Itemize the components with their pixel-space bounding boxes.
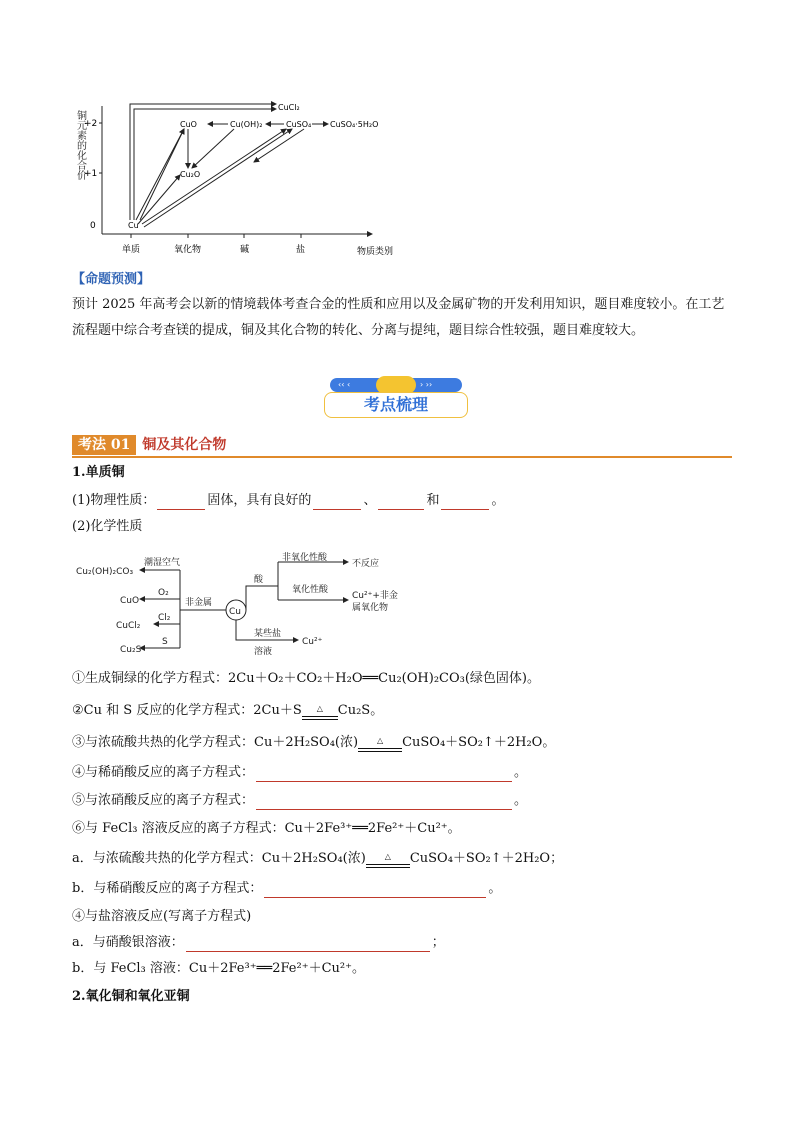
section-title: 铜及其化合物 [142, 437, 227, 453]
reaction-diagram [72, 548, 432, 660]
section-heading [72, 434, 232, 454]
reagent-o2: O₂ [158, 588, 169, 598]
salt-bottom: 溶液 [254, 647, 273, 657]
sub1-title: 1.单质铜 [72, 465, 125, 480]
eq-b1: b．与稀硝酸反应的离子方程式： 。 [72, 881, 502, 896]
node-cu2o: Cu₂O [180, 170, 201, 179]
eq-a1: a．与浓硫酸共热的化学方程式：Cu＋2H₂SO₄(浓) △ CuSO₄＋SO₂↑＋2H₂O； [72, 851, 564, 866]
eq-b2: b．与 FeCl₃ 溶液：Cu＋2Fe³⁺══2Fe²⁺＋Cu²⁺。 [72, 961, 365, 976]
xtick-category: 物质类别 [357, 247, 394, 257]
acid-ox: 氧化性酸 [292, 585, 329, 595]
blank-state[interactable] [157, 495, 205, 510]
blank-property-2[interactable] [378, 495, 424, 510]
center-cu: Cu [229, 607, 241, 617]
eq-7-title: ④与盐溶液反应(写离子方程式) [72, 909, 252, 924]
acid-ox-result-2: 属氧化物 [352, 603, 389, 613]
blank-eq-b1[interactable] [264, 883, 486, 898]
ytick-plus2: +2 [84, 119, 98, 129]
node-cuoh2: Cu(OH)₂ [230, 120, 263, 129]
eq-6: ⑥与 FeCl₃ 溶液反应的离子方程式：Cu＋2Fe³⁺══2Fe²⁺＋Cu²⁺。 [72, 821, 461, 836]
sub2-title: 2.氧化铜和氧化亚铜 [72, 989, 190, 1004]
blank-eq-5[interactable] [256, 795, 512, 810]
ytick-zero: 0 [90, 221, 96, 231]
svg-text:铜元素的化合价: 铜元素的化合价 [74, 110, 86, 180]
node-cu: Cu [128, 221, 139, 230]
branch-acid: 酸 [254, 575, 264, 585]
reagent-cl2: Cl₂ [158, 613, 171, 623]
blank-property-3[interactable] [441, 495, 489, 510]
chevrons-right-icon: › ›› [420, 380, 433, 389]
blank-eq-a2[interactable] [186, 937, 430, 952]
banner [324, 376, 468, 418]
ytick-plus1: +1 [84, 169, 98, 179]
branch-nonmetal: 非金属 [185, 598, 213, 608]
physical-properties: (1)物理性质： 固体，具有良好的 、 和 。 [72, 493, 505, 508]
valence-chart [72, 96, 402, 260]
section-label: 考法 01 [72, 435, 136, 455]
left-item-malachite: Cu₂(OH)₂CO₃ [76, 567, 134, 577]
left-item-cu2s: Cu₂S [120, 645, 142, 655]
prediction-heading: 【命题预测】 [72, 272, 151, 287]
heat-arrow: △ [358, 740, 402, 752]
xtick-salt: 盐 [296, 245, 306, 255]
left-item-cucl2: CuCl₂ [116, 621, 141, 631]
eq-a2: a．与硝酸银溶液： ； [72, 935, 445, 950]
xtick-element: 单质 [122, 245, 141, 255]
banner-label: 考点梳理 [324, 392, 468, 418]
chemical-properties-title: (2)化学性质 [72, 519, 143, 534]
xtick-base: 碱 [240, 245, 250, 255]
chevrons-left-icon: ‹‹ ‹ [338, 380, 351, 389]
heat-arrow: △ [366, 856, 410, 868]
eq-2: ②Cu 和 S 反应的化学方程式：2Cu＋S △ Cu₂S。 [72, 703, 384, 718]
salt-top: 某些盐 [254, 629, 282, 639]
blank-property-1[interactable] [313, 495, 361, 510]
node-cucl2: CuCl₂ [278, 103, 300, 112]
eq-5: ⑤与浓硝酸反应的离子方程式： 。 [72, 793, 528, 808]
node-cuo: CuO [180, 120, 197, 129]
prediction-text: 预计 2025 年高考会以新的情境载体考查合金的性质和应用以及金属矿物的开发利用知识，题目难度较小。在工艺流程题中综合考查镁的提成，铜及其化合物的转化、分离与提纯，题目综合性较强，题目难度较大。 [72, 297, 725, 338]
blank-eq-4[interactable] [256, 767, 512, 782]
node-cuso4: CuSO₄ [286, 120, 312, 129]
reagent-humid-air: 潮湿空气 [144, 558, 181, 568]
left-item-cuo: CuO [120, 596, 140, 606]
acid-ox-result-1: Cu²⁺+非金 [352, 591, 398, 601]
heat-arrow: △ [302, 708, 338, 720]
eq-1: ①生成铜绿的化学方程式：2Cu＋O₂＋CO₂＋H₂O══Cu₂(OH)₂CO₃(绿色固体)。 [72, 671, 540, 686]
xtick-oxide: 氧化物 [174, 245, 202, 255]
eq-3: ③与浓硫酸共热的化学方程式：Cu＋2H₂SO₄(浓) △ CuSO₄＋SO₂↑＋2H₂O。 [72, 735, 556, 750]
acid-nonox: 非氧化性酸 [282, 553, 328, 563]
acid-nonox-result: 不反应 [352, 559, 380, 569]
reagent-s: S [162, 637, 168, 647]
node-cuso4-5h2o: CuSO₄·5H₂O [330, 120, 379, 129]
eq-4: ④与稀硝酸反应的离子方程式： 。 [72, 765, 528, 780]
salt-result: Cu²⁺ [302, 637, 323, 647]
section-divider [72, 456, 732, 458]
